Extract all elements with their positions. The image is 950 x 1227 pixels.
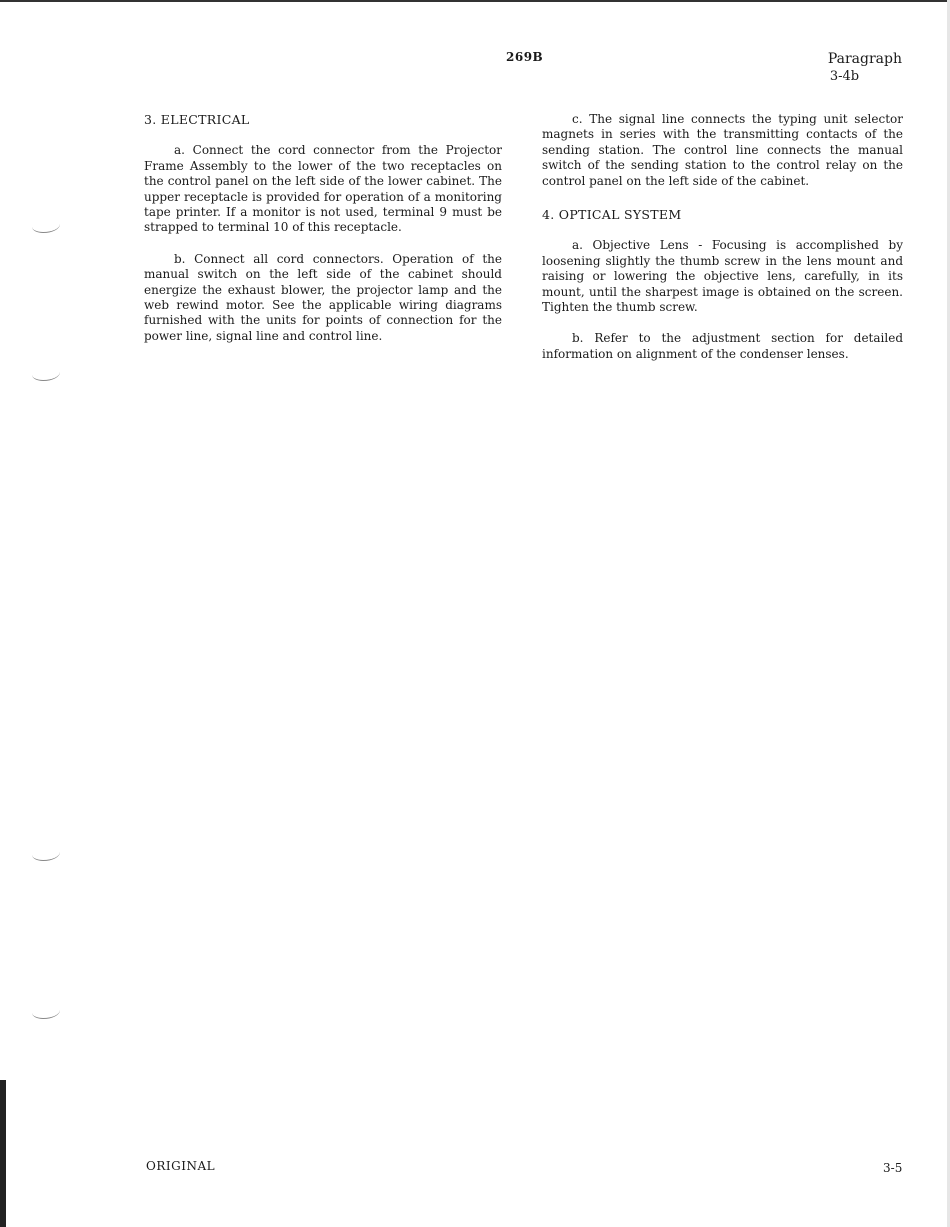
paragraph-label: Paragraph xyxy=(827,51,902,67)
paragraph-4b: b. Refer to the adjustment section for detailed information on alignment of the condenser lenses. xyxy=(542,331,903,361)
binding-hole-mark xyxy=(32,366,60,381)
paragraph-3c: c. The signal line connects the typing unit selector magnets in series with the transmitting contacts of the sending station. The control line connects the manual switch of the sending station to the control relay on the control panel on the left side of the cabinet. xyxy=(542,112,903,188)
binding-hole-mark xyxy=(32,218,60,233)
binding-hole-mark xyxy=(32,846,60,861)
binding-hole-mark xyxy=(32,1004,60,1019)
paragraph-4a: a. Objective Lens - Focusing is accomplished by loosening slightly the thumb screw in the lens mount and raising or lowering the objective lens, carefully, in its mount, until the sharpest image is obtained on the screen. Tighten the thumb screw. xyxy=(542,238,903,315)
paragraph-3a: a. Connect the cord connector from the Projector Frame Assembly to the lower of the two receptacles on the control panel on the left side of the lower cabinet. The upper receptacle is provided for operation of a monitoring tape printer. If a monitor is not used, terminal 9 must be strapped to terminal 10 of this receptacle. xyxy=(144,143,502,235)
scan-left-edge-mark xyxy=(0,1080,6,1227)
paragraph-3b: b. Connect all cord connectors. Operation of the manual switch on the left side of the cabinet should energize the exhaust blower, the projector lamp and the web rewind motor. See the applicable wiring diagrams furnished with the units for points of connection for the power line, signal line and control line. xyxy=(144,251,502,343)
paragraph-reference xyxy=(828,51,902,85)
right-column xyxy=(542,112,903,378)
page-number: 3-5 xyxy=(883,1161,903,1175)
document-number: 269B xyxy=(506,50,544,64)
section-heading-electrical: 3. ELECTRICAL xyxy=(144,112,250,127)
section-heading-optical-system: 4. OPTICAL SYSTEM xyxy=(542,207,682,223)
left-column xyxy=(144,112,502,360)
scan-top-edge xyxy=(0,0,950,2)
paragraph-number: 3-4b xyxy=(829,69,860,84)
footer-original-label: ORIGINAL xyxy=(146,1159,216,1173)
